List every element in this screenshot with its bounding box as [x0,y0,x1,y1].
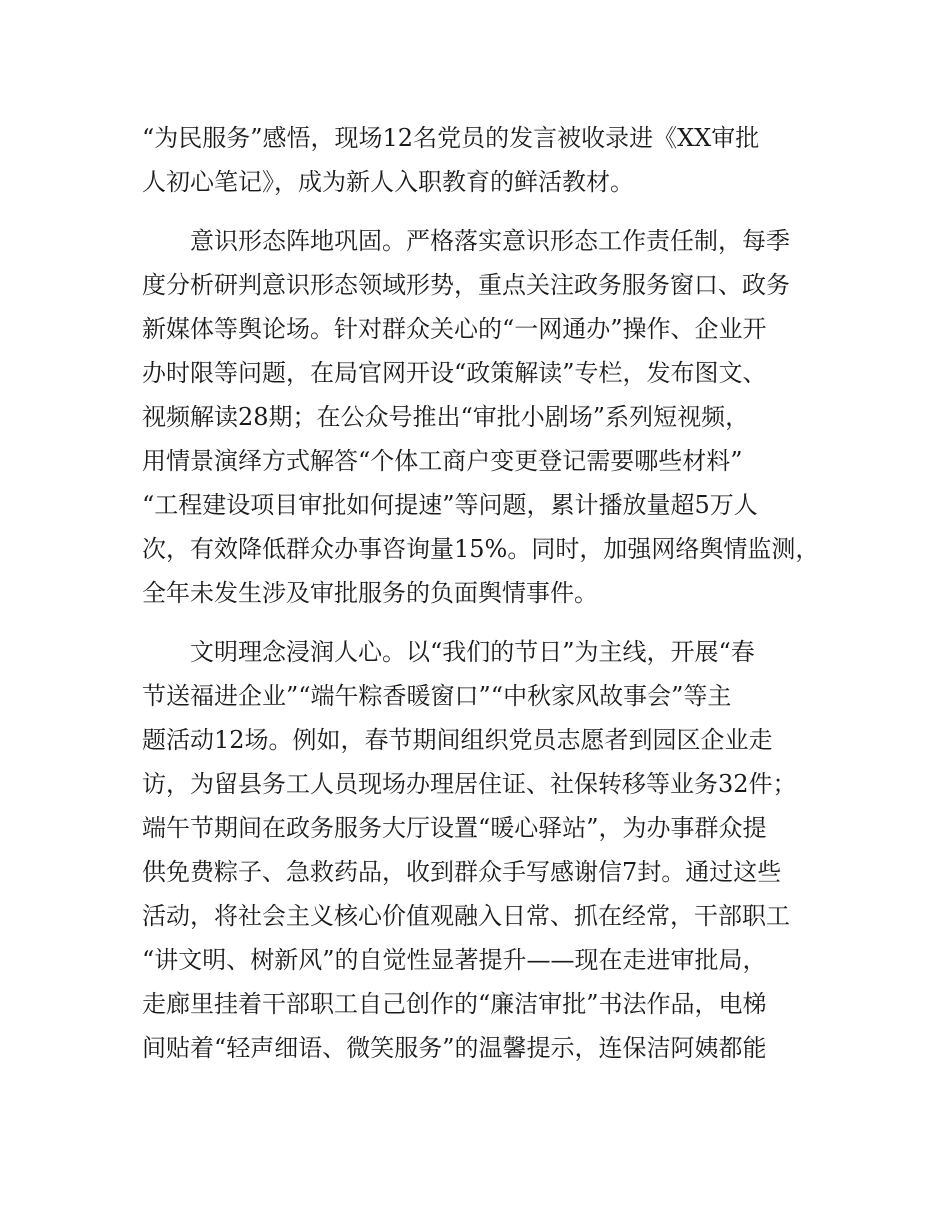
document-body [142,116,822,1070]
text-line: 访，为留县务工人员现场办理居住证、社保转移等业务32件； [142,770,797,798]
text-line: 全年未发生涉及审批服务的负面舆情事件。 [142,579,598,607]
text-line: 度分析研判意识形态领域形势，重点关注政务服务窗口、政务 [142,271,790,299]
paragraph-continuation [142,116,822,204]
paragraph-ideology [142,219,822,615]
text-line: 次，有效降低群众办事咨询量15%。同时，加强网络舆情监测， [142,535,820,563]
text-line: “讲文明、树新风”的自觉性显著提升——现在走进审批局， [142,946,767,974]
text-line: 节送福进企业”“端午粽香暖窗口”“中秋家风故事会”等主 [142,682,732,710]
text-line: 文明理念浸润人心。以“我们的节日”为主线，开展“春 [142,638,755,666]
text-line: 用情景演绎方式解答“个体工商户变更登记需要哪些材料” [142,447,743,475]
text-line: 意识形态阵地巩固。严格落实意识形态工作责任制，每季 [142,227,790,255]
text-line: 视频解读28期；在公众号推出“审批小剧场”系列短视频， [142,403,750,431]
text-line: 办时限等问题，在局官网开设“政策解读”专栏，发布图文、 [142,359,767,387]
text-line: 供免费粽子、急救药品，收到群众手写感谢信7封。通过这些 [142,858,782,886]
paragraph-civilization [142,630,822,1070]
text-line: “为民服务”感悟，现场12名党员的发言被收录进《XX审批 [142,124,760,152]
text-line: 人初心笔记》，成为新人入职教育的鲜活教材。 [142,168,634,196]
text-line: 题活动12场。例如，春节期间组织党员志愿者到园区企业走 [142,726,773,754]
text-line: 端午节期间在政务服务大厅设置“暖心驿站”，为办事群众提 [142,814,767,842]
text-line: “工程建设项目审批如何提速”等问题，累计播放量超5万人 [142,491,758,519]
text-line: 活动，将社会主义核心价值观融入日常、抓在经常，干部职工 [142,902,790,930]
text-line: 走廊里挂着干部职工自己创作的“廉洁审批”书法作品，电梯 [142,990,767,1018]
text-line: 新媒体等舆论场。针对群众关心的“一网通办”操作、企业开 [142,315,767,343]
text-line: 间贴着“轻声细语、微笑服务”的温馨提示，连保洁阿姨都能 [142,1034,767,1062]
